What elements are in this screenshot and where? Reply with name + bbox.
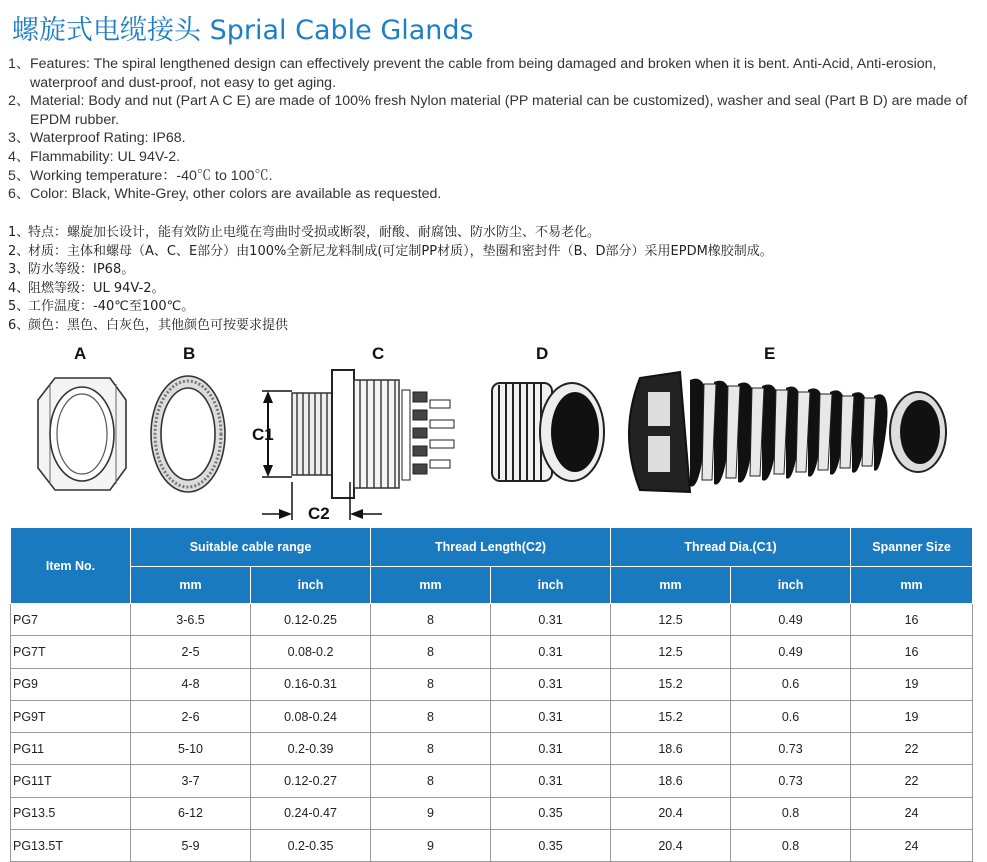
header-spanner-size: Spanner Size	[851, 528, 973, 567]
cell: 0.31	[491, 765, 611, 797]
part-e-spiral-nut	[629, 372, 946, 492]
features-english	[8, 55, 968, 204]
part-a-label: A	[74, 344, 87, 363]
cell: 8	[371, 636, 491, 668]
part-b-label: B	[183, 344, 196, 363]
part-c-label: C	[372, 344, 385, 363]
feature-cn-5: 5、 工作温度：-40℃至100℃。	[8, 299, 195, 315]
feature-cn-3: 3、 防水等级：IP68。	[8, 262, 135, 278]
feature-en-4: 4、 Flammability: UL 94V-2.	[8, 148, 181, 165]
cell: 0.6	[731, 668, 851, 700]
cell: 0.8	[731, 830, 851, 862]
cell: 0.2-0.35	[251, 830, 371, 862]
dim-c1	[262, 391, 292, 477]
cell: 5-9	[131, 830, 251, 862]
cell: 16	[851, 604, 973, 636]
cell: 6-12	[131, 797, 251, 829]
feature-cn-2: 2、 材质：主体和螺母（A、C、E部分）由100%全新尼龙料制成(可定制PP材质），垫圈和密封件（B、D部分）采用EPDM橡胶制成。	[8, 243, 773, 259]
cell: 0.31	[491, 636, 611, 668]
part-c-body	[292, 370, 454, 498]
dim-c2-label: C2	[308, 504, 330, 523]
cell: 15.2	[611, 700, 731, 732]
unit-header: mm	[131, 567, 251, 604]
cell: 12.5	[611, 604, 731, 636]
cell: 0.31	[491, 733, 611, 765]
feature-en-2: 2、 Material: Body and nut (Part A C E) are made of 100% fresh Nylon material (PP material can be customized), washer and seal (Part B D) are made of EPDM rubber.	[8, 93, 968, 128]
cell: 24	[851, 830, 973, 862]
cell: 0.35	[491, 830, 611, 862]
table-row	[11, 830, 973, 862]
cell: 2-6	[131, 700, 251, 732]
part-a-nut	[38, 378, 126, 490]
feature-en-3: 3、 Waterproof Rating: IP68.	[8, 130, 186, 147]
cell-item: PG11	[11, 733, 131, 765]
parts-diagram	[0, 338, 987, 528]
cell-item: PG11T	[11, 765, 131, 797]
cell-item: PG9T	[11, 700, 131, 732]
cell: 12.5	[611, 636, 731, 668]
cell: 18.6	[611, 765, 731, 797]
table-row	[11, 668, 973, 700]
cell: 0.12-0.25	[251, 604, 371, 636]
cell: 8	[371, 765, 491, 797]
unit-header: mm	[851, 567, 973, 604]
cell: 0.31	[491, 700, 611, 732]
cell: 9	[371, 797, 491, 829]
feature-en-6: 6、 Color: Black, White-Grey, other colors are available as requested.	[8, 186, 442, 203]
cell: 8	[371, 668, 491, 700]
cell: 5-10	[131, 733, 251, 765]
cell: 0.35	[491, 797, 611, 829]
part-d-seal	[492, 383, 604, 481]
feature-cn-1: 1、 特点：螺旋加长设计，能有效防止电缆在弯曲时受损或断裂，耐酸、耐腐蚀、防水防尘、不易老化。	[8, 225, 601, 240]
unit-header: mm	[611, 567, 731, 604]
feature-en-1: 1、 Features: The spiral lengthened design can effectively prevent the cable from being damaged and broken when it is bent. Anti-Acid, Anti-erosion, waterproof and dust-proof, not easy to get aging.	[8, 56, 937, 91]
part-e-label: E	[764, 344, 776, 363]
cell: 0.08-0.24	[251, 700, 371, 732]
cell: 0.16-0.31	[251, 668, 371, 700]
cell: 15.2	[611, 668, 731, 700]
table-row	[11, 733, 973, 765]
cell: 3-7	[131, 765, 251, 797]
cell-item: PG7T	[11, 636, 131, 668]
cell: 20.4	[611, 797, 731, 829]
cell: 8	[371, 700, 491, 732]
cell-item: PG9	[11, 668, 131, 700]
cell: 4-8	[131, 668, 251, 700]
cell: 20.4	[611, 830, 731, 862]
feature-cn-6: 6、 颜色：黑色、白灰色，其他颜色可按要求提供	[8, 317, 289, 333]
features-chinese	[8, 224, 968, 336]
part-b-washer	[151, 376, 225, 492]
cell: 0.2-0.39	[251, 733, 371, 765]
cell: 0.49	[731, 636, 851, 668]
feature-en-5: 5、 Working temperature：-40℃ to 100℃.	[8, 167, 273, 184]
table-row	[11, 797, 973, 829]
table-row	[11, 604, 973, 636]
cell: 8	[371, 604, 491, 636]
header-thread-dia: Thread Dia.(C1)	[611, 528, 851, 567]
cell-item: PG13.5	[11, 797, 131, 829]
table-row	[11, 765, 973, 797]
cell: 0.24-0.47	[251, 797, 371, 829]
table-row	[11, 700, 973, 732]
cell: 0.6	[731, 700, 851, 732]
cell: 22	[851, 733, 973, 765]
cell: 3-6.5	[131, 604, 251, 636]
cell: 19	[851, 700, 973, 732]
cell: 2-5	[131, 636, 251, 668]
cell: 0.73	[731, 765, 851, 797]
cell: 0.31	[491, 604, 611, 636]
cell: 19	[851, 668, 973, 700]
part-d-label: D	[536, 344, 549, 363]
cell: 24	[851, 797, 973, 829]
cell: 16	[851, 636, 973, 668]
cell: 9	[371, 830, 491, 862]
cell: 0.31	[491, 668, 611, 700]
cell: 0.08-0.2	[251, 636, 371, 668]
table-row	[11, 636, 973, 668]
cell: 0.12-0.27	[251, 765, 371, 797]
cell: 8	[371, 733, 491, 765]
cell-item: PG13.5T	[11, 830, 131, 862]
header-thread-length: Thread Length(C2)	[371, 528, 611, 567]
unit-header: inch	[731, 567, 851, 604]
cell: 0.49	[731, 604, 851, 636]
cell: 0.8	[731, 797, 851, 829]
header-cable-range: Suitable cable range	[131, 528, 371, 567]
unit-header: inch	[251, 567, 371, 604]
spec-table	[10, 527, 973, 862]
cell-item: PG7	[11, 604, 131, 636]
unit-header: inch	[491, 567, 611, 604]
dim-c1-label: C1	[252, 425, 274, 444]
cell: 18.6	[611, 733, 731, 765]
cell: 22	[851, 765, 973, 797]
unit-header: mm	[371, 567, 491, 604]
cell: 0.73	[731, 733, 851, 765]
header-item-no: Item No.	[11, 528, 131, 604]
page-title: 螺旋式电缆接头 Sprial Cable Glands	[12, 15, 474, 46]
feature-cn-4: 4、 阻燃等级：UL 94V-2。	[8, 280, 165, 296]
